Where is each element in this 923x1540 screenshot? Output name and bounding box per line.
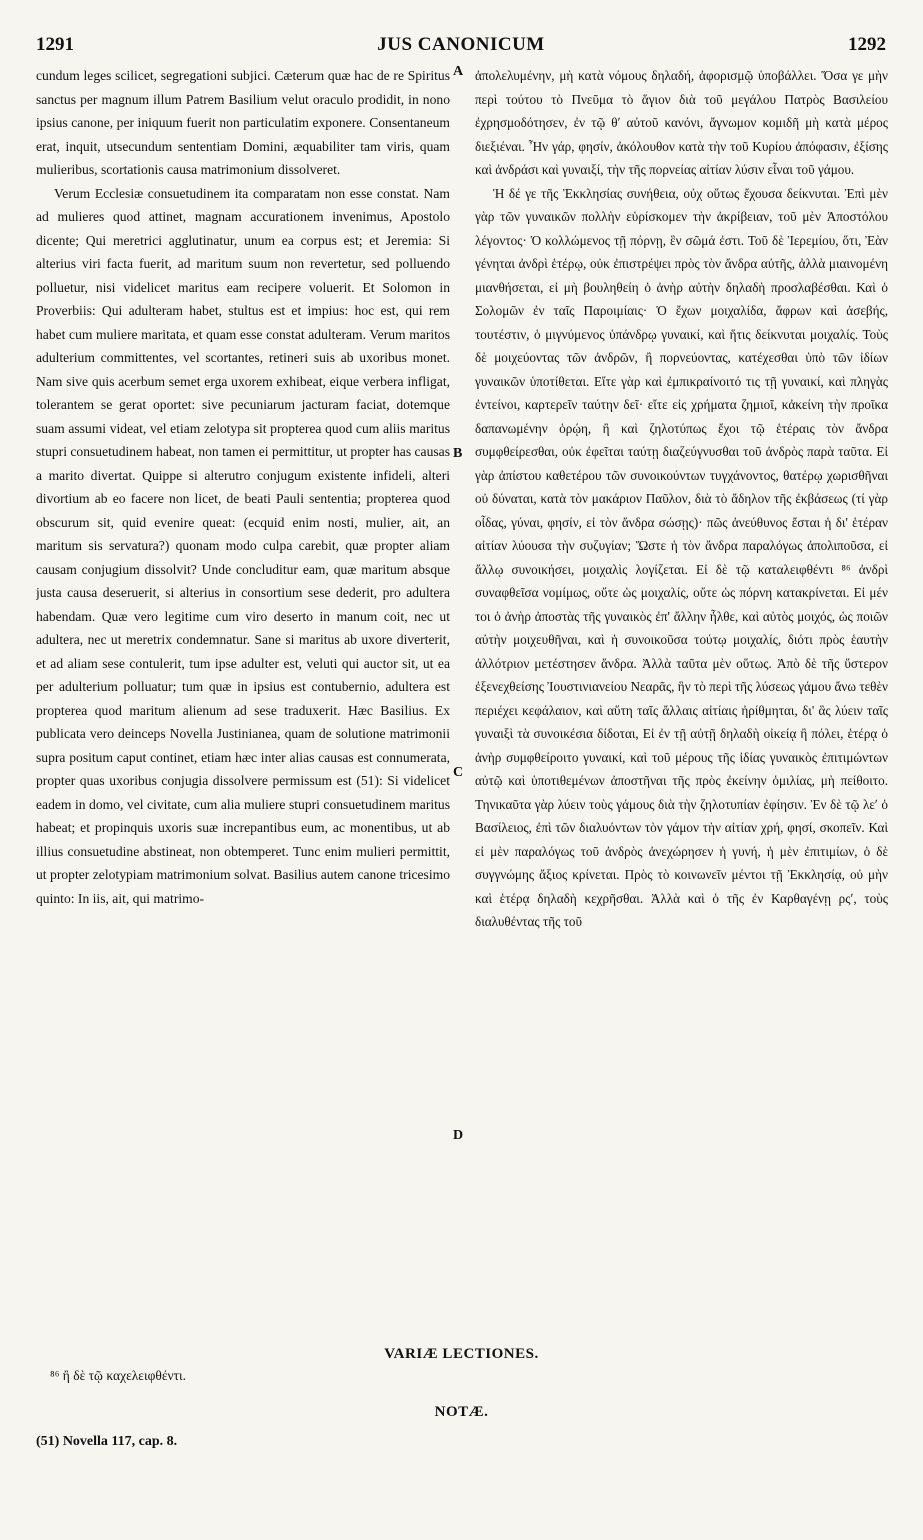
greek-column <box>475 64 888 1338</box>
latin-paragraph: Verum Ecclesiæ consuetudinem ita comparatam non esse constat. Nam ad mulieres quod attinet, magnam accurationem invenimus, Apostolo dicente; Qui meretrici agglutinatur, unum ea corpus est; et Jeremia: Si alterius viri facta fuerit, ad maritum suum non revertetur, sed polluendo polluetur, nisi videlicet maritus eam recipere voluerit. Et Solomon in Proverbiis: Qui adulteram habet, stultus est et impius: hoc est, qui rem habet cum muliere maritata, et quam esse constat adulteram. Verum maritos adulterium committentes, vel scortantes, retineri suis ab uxoribus monet. Nam sive quis acerbum semet erga uxorem exhibeat, eique verbera infligat, tolerantem se gerat oportet: sive pecuniarum jacturam faciat, dotemque suam assumi videat, vel etiam zelotypa sit propterea quod cum aliis maritus stupri consuetudinem habeat, non tamen ei permittitur, ut propter has causas a marito divertat. Quippe si alterutro conjugum existente infideli, alteri divortium ab eo facere non licet, de beati Pauli sententia; propterea quod obscurum sit, quid evenire queat: (ecquid enim nosti, mulier, ait, an maritum sis servatura?) quonam modo culpa carebit, quæ propter aliam causam conjugium dissolvit? Unde concluditur eam, quæ maritum absque justa causa deseruerit, si alterius in consortium sese dederit, pro adultera habendam. Quæ vero legitime cum viro deserto in manum coit, nec ut adultera, nec ut meretrix condemnatur. Sane si maritus ab uxore diverterit, et ad aliam sese contulerit, tum ipse adulter est, veluti qui auctor sit, ut ea per adulterium polluatur; tum quæ in ipsius est contubernio, adultera est propterea quod maritum alienum ad sese traduxerit. Hæc Basilius. Ex publicata vero deinceps Novella Justinianea, quam de solutione matrimonii supra positum caput continet, etiam hæc inter alias causas est connumerata, propter quas uxoribus conjugia dissolvere permissum est (51): Si videlicet eadem in domo, vel civitate, cum alia muliere stupri consuetudinem maritus habeat; et propinquis uxoris suæ increpantibus eum, ac monentibus, ut ab illius consuetudine abstineat, non obtemperet. Tunc enim mulieri permittit, ut propter zelotypiam matrimonium solvat. Basilius autem canone tricesimo quinto: In iis, ait, qui matrimo- <box>36 185 450 906</box>
varia-lectiones-title: VARIÆ LECTIONES. <box>384 1346 539 1362</box>
notae-title: NOTÆ. <box>434 1404 489 1420</box>
latin-column <box>36 64 450 1338</box>
greek-paragraph: ἀπολελυμένην, μὴ κατὰ νόμους δηλαδή, ἀφορισμῷ ὑποβάλλει. Ὅσα γε μὴν περὶ τούτου τὸ Πνεῦμα τὸ ἅγιον διὰ τοῦ μεγάλου Πατρὸς Βασιλείου ἐχρησμοδότησεν, ἐν τῷ θʹ αὐτοῦ κανόνι, ἄγνωμον κομιδῆ μὴ κατὰ μέρος διεξιέναι. Ἦν γάρ, φησίν, ἀκόλουθον κατὰ τὴν τοῦ Κυρίου ἀπόφασιν, ἐξίσης καὶ ἀνδράσι καὶ γυναιξί, τὴν τῆς πορνείας αἰτίαν λύσιν εἶναι τοῦ γάμου. <box>475 68 888 177</box>
page-header <box>36 34 886 58</box>
section-marker-c: C <box>453 765 464 780</box>
section-marker-d: D <box>453 1128 464 1143</box>
section-marker-b: B <box>453 446 463 461</box>
page-number-left: 1291 <box>36 34 74 55</box>
page-number-right: 1292 <box>848 34 886 55</box>
greek-paragraph: Ἡ δέ γε τῆς Ἐκκλησίας συνήθεια, οὐχ οὕτως ἔχουσα δείκνυται. Ἐπὶ μὲν γὰρ τῶν γυναικῶν πολλὴν εὑρίσκομεν τὴν ἀκρίβειαν, τοῦ μὲν Ἀποστόλου λέγοντος· Ὁ κολλώμενος τῇ πόρνῃ, ἓν σῶμά ἐστι. Τοῦ δὲ Ἱερεμίου, ὅτι, Ἐὰν γένηται ἀνδρὶ ἑτέρῳ, οὐκ ἐπιστρέψει πρὸς τὸν ἄνδρα αὐτῆς, ἀλλὰ μιαινομένη μιανθήσεται, εἰ μὴ βουληθείη ὁ ἀνὴρ αὐτὴν δηλαδὴ προσλαβέσθαι. Καὶ ὁ Σολομῶν ἐν ταῖς Παροιμίαις· Ὁ ἔχων μοιχαλίδα, ἄφρων καὶ ἀσεβής, τουτέστιν, ὁ μιγνύμενος ὑπάνδρῳ γυναικί, καὶ ἥτις δείκνυται μοιχαλίς. Τοὺς δὲ μοιχεύοντας τῶν ἀνδρῶν, ἢ πορνεύοντας, κατέχεσθαι ὑπὸ τῶν ἰδίων γυναικῶν ὑποτίθεται. Εἴτε γὰρ καὶ ἐμπικραίνοιτό τις τῇ γυναικί, καὶ πληγὰς ἐντείνοι, καρτερεῖν ταύτην δεῖ· εἴτε εἰς χρήματα ζημιοῖ, κἀκείνη τὴν προῖκα δαπανωμένην ὁρῴη, ἢ καὶ ζηλοτύπως ἔχοι τῷ ἑτέραις τὸν ἄνδρα συμφθείρεσθαι, οὐκ ἐφεῖται ταύτῃ διαζεύγνυσθαι τοῦ ἀνδρὸς παρὰ ταῦτα. Εἰ γὰρ ἀπίστου καθετέρου τῶν συνοικούντων τυγχάνοντος, θατέρῳ χωρισθῆναι οὐ δύναται, κατὰ τὸν μακάριον Παῦλον, διὰ τὸ ἄδηλον τῆς ἐκβάσεως (τί γὰρ οἶδας, γύναι, φησίν, εἰ τὸν ἄνδρα σώσῃς)· πῶς ἀνεύθυνος ἔσται ἡ δι' ἑτέραν αἰτίαν λύουσα τὴν συζυγίαν; Ὥστε ἡ τὸν ἄνδρα παραλόγως ἀπολιποῦσα, εἰ ἄλλῳ συνοικήσει, μοιχαλὶς λογίζεται. Εἰ δὲ τῷ καταλειφθέντι ⁸⁶ ἀνδρὶ συναφθεῖσα νομίμως, οὔτε ὡς μοιχαλίς, οὔτε ὡς πόρνη κατακρίνεται. Εἰ μέν τοι ὁ ἀνὴρ ἀποστὰς τῆς γυναικὸς ἐπ' ἄλλην ἦλθε, καὶ αὐτὸς μοιχός, ὡς ποιῶν αὐτὴν μοιχευθῆναι, καὶ ἡ συνοικοῦσα τούτῳ μοιχαλίς, διότι πρὸς ἑαυτὴν ἀλλότριον μετέστησεν ἄνδρα. Ἀλλὰ ταῦτα μὲν οὕτως. Ἀπὸ δὲ τῆς ὕστερον ἐξενεχθείσης Ἰουστινιανείου Νεαρᾶς, ἣν τὸ περὶ τῆς λύσεως γάμου ἄνω τεθὲν περιέχει κεφάλαιον, καὶ αὕτη ταῖς ἄλλαις αἰτίαις ἠρίθμηται, δι' ἃς λύειν ταῖς γυναιξὶ τὰ συνοικέσια δίδοται, Εἰ ἐν τῇ αὐτῇ δηλαδὴ οἰκείᾳ ἢ πόλει, ἑτέρᾳ ὁ ἀνὴρ συμφθείροιτο γυναικί, καὶ τοῦ μέρους τῆς ἰδίας γυναικὸς ἐπιτιμώντων αὐτῷ καὶ ὑποτιθεμένων ἀποστῆναι τῆς πρὸς ἐκείνην ὁμιλίας, μὴ πείθοιτο. Τηνικαῦτα γὰρ λύειν τοὺς γάμους διὰ τὴν ζηλοτυπίαν ἐφίησιν. Ἐν δὲ τῷ λεʹ ὁ Βασίλειος, ἐπὶ τῶν διαλυόντων τὸν γάμον τὴν αἰτίαν χρή, φησί, σκοπεῖν. Καὶ εἰ μὲν παραλόγως τοῦ ἀνδρὸς ἀνεχώρησεν ἡ γυνή, ἡ μὲν ἐπιτιμίων, ὁ δὲ συγγνώμης ἄξιος κρίνεται. Πρὸς τὸ κοινωνεῖν μέντοι τῇ Ἐκκλησίᾳ, οὐ μὴν καὶ ἑτέρᾳ δηλαδὴ κεχρῆσθαι. Ἀλλὰ καὶ ὁ τῆς ἐν Καρθαγένῃ ρςʹ, τοὺς διαλυθέντας τῆς τοῦ <box>475 185 888 929</box>
section-marker-a: A <box>453 64 464 79</box>
varia-lectiones-note: ⁸⁶ ἢ δὲ τῷ καχελειφθέντι. <box>50 1368 187 1383</box>
page-title: JUS CANONICUM <box>377 34 545 55</box>
latin-paragraph: cundum leges scilicet, segregationi subjici. Cæterum quæ hac de re Spiritus sanctus per magnum illum Patrem Basilium velut oraculo prodidit, in nono ipsius canone, per iniquum fuerit non particulatim exponere. Consentaneum erat, inquit, utsecundum sententiam Domini, æquabiliter tam viris, quam mulieribus, scortationis causa matrimonium dissolveret. <box>36 68 450 177</box>
notae-note: (51) Novella 117, cap. 8. <box>36 1434 178 1449</box>
